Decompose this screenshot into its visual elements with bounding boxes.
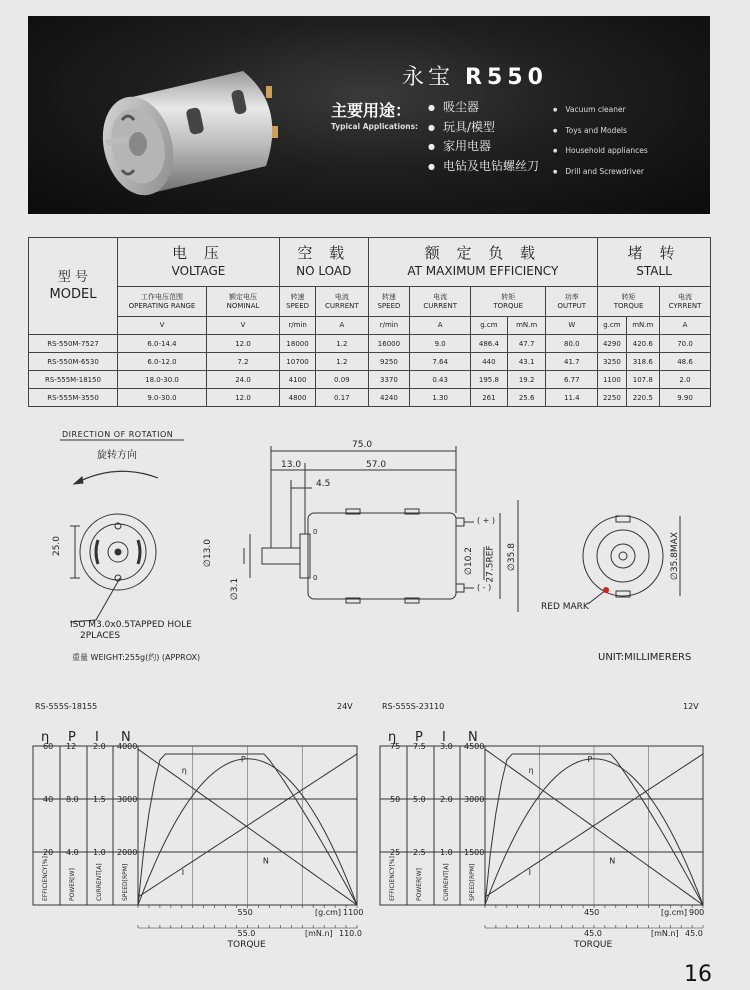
value-cell: 1.2 [316,353,368,371]
motor-body-side [308,513,456,599]
hole-note-2: 2PLACES [80,631,121,641]
efficiency-curve [485,754,703,905]
value-cell: 1.30 [410,389,471,407]
value-cell: 7.64 [410,353,471,371]
mnm-max: 45.0 [685,929,703,938]
stall-header [598,238,711,287]
axis-title: SPEED[RPM] [469,863,476,901]
chart-frame [380,746,703,905]
vent-tab [346,598,360,603]
value-cell: 2250 [598,389,626,407]
spec-row [29,389,711,407]
value-cell: 0.43 [410,371,471,389]
dim-d13: ∅13.0 [202,539,213,567]
axis-letter: P [415,730,423,745]
axis-title: POWER[W] [69,868,76,901]
rotation-arc [74,471,158,484]
value-cell: 4100 [280,371,316,389]
axis-letter: η [41,730,50,745]
sub-cn: 电流 [334,292,349,301]
subheader [368,287,410,317]
eff-tick: 60 [43,742,54,751]
value-cell: 318.6 [626,353,659,371]
power-tick: 8.0 [66,795,79,804]
value-cell: 18.0-30.0 [118,371,207,389]
unit-label: UNIT:MILLIMERERS [598,652,692,663]
maxeff-en: AT MAXIMUM EFFICIENCY [407,264,559,278]
value-cell: 1100 [598,371,626,389]
dim-13: 13.0 [281,460,302,470]
unit-cell: r/min [368,317,410,335]
unit-cell: A [410,317,471,335]
stall-en: STALL [636,264,672,278]
value-cell: 12.0 [207,389,280,407]
power-tick: 5.0 [413,795,426,804]
terminal-plus-label: ( + ) [477,516,496,525]
dim-d102: ∅10.2 [463,547,474,575]
hole-note-1: ISO M3.0x0.5TAPPED HOLE [70,620,192,630]
x-axis-label: TORQUE [227,940,266,950]
value-cell: 261 [470,389,507,407]
model-en: MODEL [49,287,97,302]
value-cell: 0.17 [316,389,368,407]
axis-letter: N [121,730,131,745]
vent-tab [346,509,360,514]
subheader [598,287,660,317]
gcm-label: [g.cm] [661,908,688,917]
efficiency-curve-label: η [181,766,187,776]
zero-mark-bottom: 0 [313,574,318,582]
sub-en: TORQUE [493,301,524,310]
sub-cn: 功率 [564,292,579,301]
unit-cell: g.cm [470,317,507,335]
spec-row [29,353,711,371]
speed-curve [485,749,703,905]
sub-en: CYRRENT [668,301,702,310]
model-header [29,238,118,335]
uses-list-en [553,100,648,182]
current-curve-label: I [181,867,185,877]
mnm-max: 110.0 [339,929,362,938]
gcm-label: [g.cm] [315,908,342,917]
rear-view-outer [583,516,663,596]
weight-label [72,652,200,663]
value-cell: 43.1 [507,353,546,371]
chart-model-title: RS-555S-23110 [382,702,445,711]
sub-cn: 额定电压 [229,292,257,301]
axis-letter: P [68,730,76,745]
unit-cell: V [207,317,280,335]
value-cell: 10700 [280,353,316,371]
use-item: ● 玩具/模型 [428,118,539,138]
dim-d31: ∅3.1 [230,577,241,601]
weight-cn: 重量 [72,653,88,662]
value-cell: 41.7 [546,353,598,371]
axis-title: CURRENT[A] [96,863,103,901]
value-cell: 6.77 [546,371,598,389]
sub-en: SPEED [286,301,310,310]
value-cell: 4290 [598,335,626,353]
model-cell: RS-555M-18150 [29,371,118,389]
red-mark-label: RED MARK [541,602,589,612]
current-curve-label: I [528,867,531,877]
rotation-label-cn: 旋转方向 [97,450,137,461]
rear-view-center [619,552,627,560]
axis-letter: I [442,730,446,745]
value-cell: 2.0 [660,371,711,389]
current-tick: 1.5 [93,795,106,804]
power-curve [138,759,357,905]
axis-title: POWER[W] [416,868,423,901]
current-curve [485,754,703,897]
power-tick: 2.5 [413,848,426,857]
eff-tick: 20 [43,848,54,857]
end-view-outer [80,514,156,590]
efficiency-curve-label: η [528,766,534,776]
value-cell: 70.0 [660,335,711,353]
dim-25: 25.0 [52,535,63,557]
uses-list-cn [428,98,539,176]
sub-en: NOMINAL [226,301,260,310]
current-tick: 3.0 [440,742,453,751]
speed-tick: 4500 [464,742,485,751]
eff-tick: 50 [390,795,401,804]
gcm-mid: 450 [584,908,600,917]
eff-tick: 25 [390,848,401,857]
current-tick: 2.0 [93,742,106,751]
model-cn: 型 号 [57,270,89,285]
value-cell: 19.2 [507,371,546,389]
end-view-hub [108,542,128,562]
red-mark-dot [603,587,609,593]
speed-tick: 1500 [464,848,485,857]
sub-cn: 电流 [678,292,692,301]
mnm-label: [mN.n] [305,929,333,938]
speed-curve [138,749,357,905]
spec-table [28,237,711,407]
subheader [207,287,280,317]
mnm-mid: 45.0 [584,929,602,938]
dim-d358max: ∅35.8MAX [669,532,680,580]
unit-cell: W [546,317,598,335]
use-item: ● 吸尘器 [428,98,539,118]
value-cell: 6.0-12.0 [118,353,207,371]
zero-mark-top: 0 [313,528,318,536]
mount-hole-top [115,523,121,529]
unit-cell: mN.m [507,317,546,335]
noload-cn: 空 载 [297,244,351,262]
red-mark-leader [588,590,606,604]
vent-slot [138,540,140,564]
dim-45: 4.5 [316,479,331,489]
value-cell: 9.0 [410,335,471,353]
product-title [402,60,548,91]
maxeff-header [368,238,598,287]
subheader [316,287,368,317]
sub-cn: 转矩 [501,292,516,301]
hole-leader [96,578,120,620]
value-cell: 440 [470,353,507,371]
gcm-max: 900 [689,908,705,917]
noload-en: NO LOAD [296,264,352,278]
value-cell: 1.2 [316,335,368,353]
value-cell: 420.6 [626,335,659,353]
front-boss [300,534,310,578]
dim-275: 27.5REF [485,545,496,583]
voltage-cn: 电 压 [172,244,225,262]
use-item-en: ● Vacuum cleaner [553,100,648,121]
power-tick: 7.5 [413,742,426,751]
axis-title: SPEED[RPM] [122,863,129,901]
axis-title: CURRENT[A] [443,863,450,901]
speed-tick: 3000 [464,795,485,804]
power-curve-label: P [240,754,246,764]
eff-tick: 75 [390,742,401,751]
power-curve-label: P [587,754,593,764]
value-cell: 3370 [368,371,410,389]
unit-cell: V [118,317,207,335]
terminal-plus [456,518,464,526]
chart-voltage: 12V [683,702,699,711]
model-cell: RS-550M-7527 [29,335,118,353]
current-tick: 1.0 [93,848,106,857]
value-cell: 80.0 [546,335,598,353]
eff-tick: 40 [43,795,54,804]
rotation-label-en: DIRECTION OF ROTATION [62,430,174,439]
sub-cn: 转矩 [621,292,636,301]
sub-en: CURRENT [423,301,457,310]
value-cell: 9250 [368,353,410,371]
value-cell: 220.5 [626,389,659,407]
page-number: 16 [684,962,712,987]
chart-voltage: 24V [337,702,353,711]
value-cell: 6.0-14.4 [118,335,207,353]
power-tick: 4.0 [66,848,79,857]
shaft-side [262,548,300,564]
rear-view-hub [611,544,635,568]
value-cell: 11.4 [546,389,598,407]
maxeff-cn: 额 定 负 载 [424,244,541,262]
sub-en: CURRENT [324,301,359,310]
axis-title: EFFICIENCY[%] [42,856,49,901]
current-curve [138,754,357,897]
value-cell: 4240 [368,389,410,407]
efficiency-curve [138,754,357,905]
axis-title: EFFICIENCY[%] [389,856,396,901]
subheader [546,287,598,317]
subheader [470,287,545,317]
mnm-label: [mN.n] [651,929,679,938]
unit-cell: A [660,317,711,335]
terminal-minus [456,584,464,592]
value-cell: 48.6 [660,353,711,371]
gcm-mid: 550 [237,908,253,917]
speed-tick: 3000 [117,795,138,804]
value-cell: 486.4 [470,335,507,353]
vent-slot [96,540,98,564]
title-model: R550 [465,65,548,90]
value-cell: 24.0 [207,371,280,389]
model-cell: RS-555M-3550 [29,389,118,407]
unit-cell: g.cm [598,317,626,335]
value-cell: 3250 [598,353,626,371]
speed-curve-label: N [609,856,616,866]
vent-tab [405,598,419,603]
unit-cell: r/min [280,317,316,335]
chart-model-title: RS-555S-18155 [35,702,98,711]
model-cell: RS-550M-6530 [29,353,118,371]
power-tick: 12 [66,742,77,751]
speed-tick: 4000 [117,742,138,751]
value-cell: 16000 [368,335,410,353]
uses-heading-en: Typical Applications: [331,122,419,131]
sub-en: TORQUE [613,301,644,310]
use-item: ● 电钻及电钻螺丝刀 [428,157,539,177]
value-cell: 4800 [280,389,316,407]
value-cell: 7.2 [207,353,280,371]
value-cell: 25.6 [507,389,546,407]
stall-cn: 堵 转 [627,244,681,262]
x-axis-label: TORQUE [574,940,613,950]
sub-en: OUTPUT [557,301,587,310]
use-item: ● 家用电器 [428,137,539,157]
sub-en: SPEED [377,301,401,310]
current-tick: 2.0 [440,795,453,804]
unit-cell: A [316,317,368,335]
value-cell: 18000 [280,335,316,353]
subheader [280,287,316,317]
title-cn: 永宝 [402,65,455,90]
dim-57: 57.0 [366,460,387,470]
value-cell: 9.0-30.0 [118,389,207,407]
mount-hole-bottom [115,575,121,581]
axis-letter: N [468,730,478,745]
uses-heading-cn: 主要用途： [331,101,412,120]
rotation-arrowhead [74,477,83,484]
use-item-en: ● Toys and Models [553,121,648,142]
value-cell: 107.8 [626,371,659,389]
value-cell: 47.7 [507,335,546,353]
current-tick: 1.0 [440,848,453,857]
sub-en: OPERATING RANGE [128,301,196,310]
value-cell: 0.09 [316,371,368,389]
use-item-en: ● Household appliances [553,141,648,162]
unit-cell: mN.m [626,317,659,335]
end-view-inner [90,524,146,580]
voltage-en: VOLTAGE [171,264,226,278]
axis-letter: I [95,730,99,745]
chart-frame [33,746,357,905]
spec-row [29,335,711,353]
subheader [660,287,711,317]
rear-terminal [616,591,630,597]
speed-tick: 2000 [117,848,138,857]
sub-cn: 电流 [433,292,448,301]
axis-letter: η [388,730,397,745]
end-view-shaft [115,549,121,555]
gcm-max: 1100 [343,908,364,917]
value-cell: 195.8 [470,371,507,389]
voltage-header [118,238,280,287]
dim-d358: ∅35.8 [506,543,517,571]
product-banner [28,16,710,214]
mnm-mid: 55.0 [237,929,256,938]
use-item-en: ● Drill and Screwdriver [553,162,648,183]
value-cell: 12.0 [207,335,280,353]
spec-row [29,371,711,389]
vent-tab [405,509,419,514]
value-cell: 9.90 [660,389,711,407]
speed-curve-label: N [262,856,269,866]
rear-view-inner [597,530,649,582]
terminal-minus-label: ( - ) [477,583,492,592]
noload-header [280,238,369,287]
subheader [118,287,207,317]
spec-rows [29,335,711,407]
weight-en: WEIGHT:255g(约) (APPROX) [90,653,201,662]
sub-cn: 转速 [290,292,305,301]
rear-terminal [616,516,630,522]
sub-cn: 工作电压范围 [141,292,183,301]
sub-cn: 转速 [381,292,396,301]
dim-75: 75.0 [352,440,373,450]
subheader [410,287,471,317]
power-curve [485,759,703,905]
